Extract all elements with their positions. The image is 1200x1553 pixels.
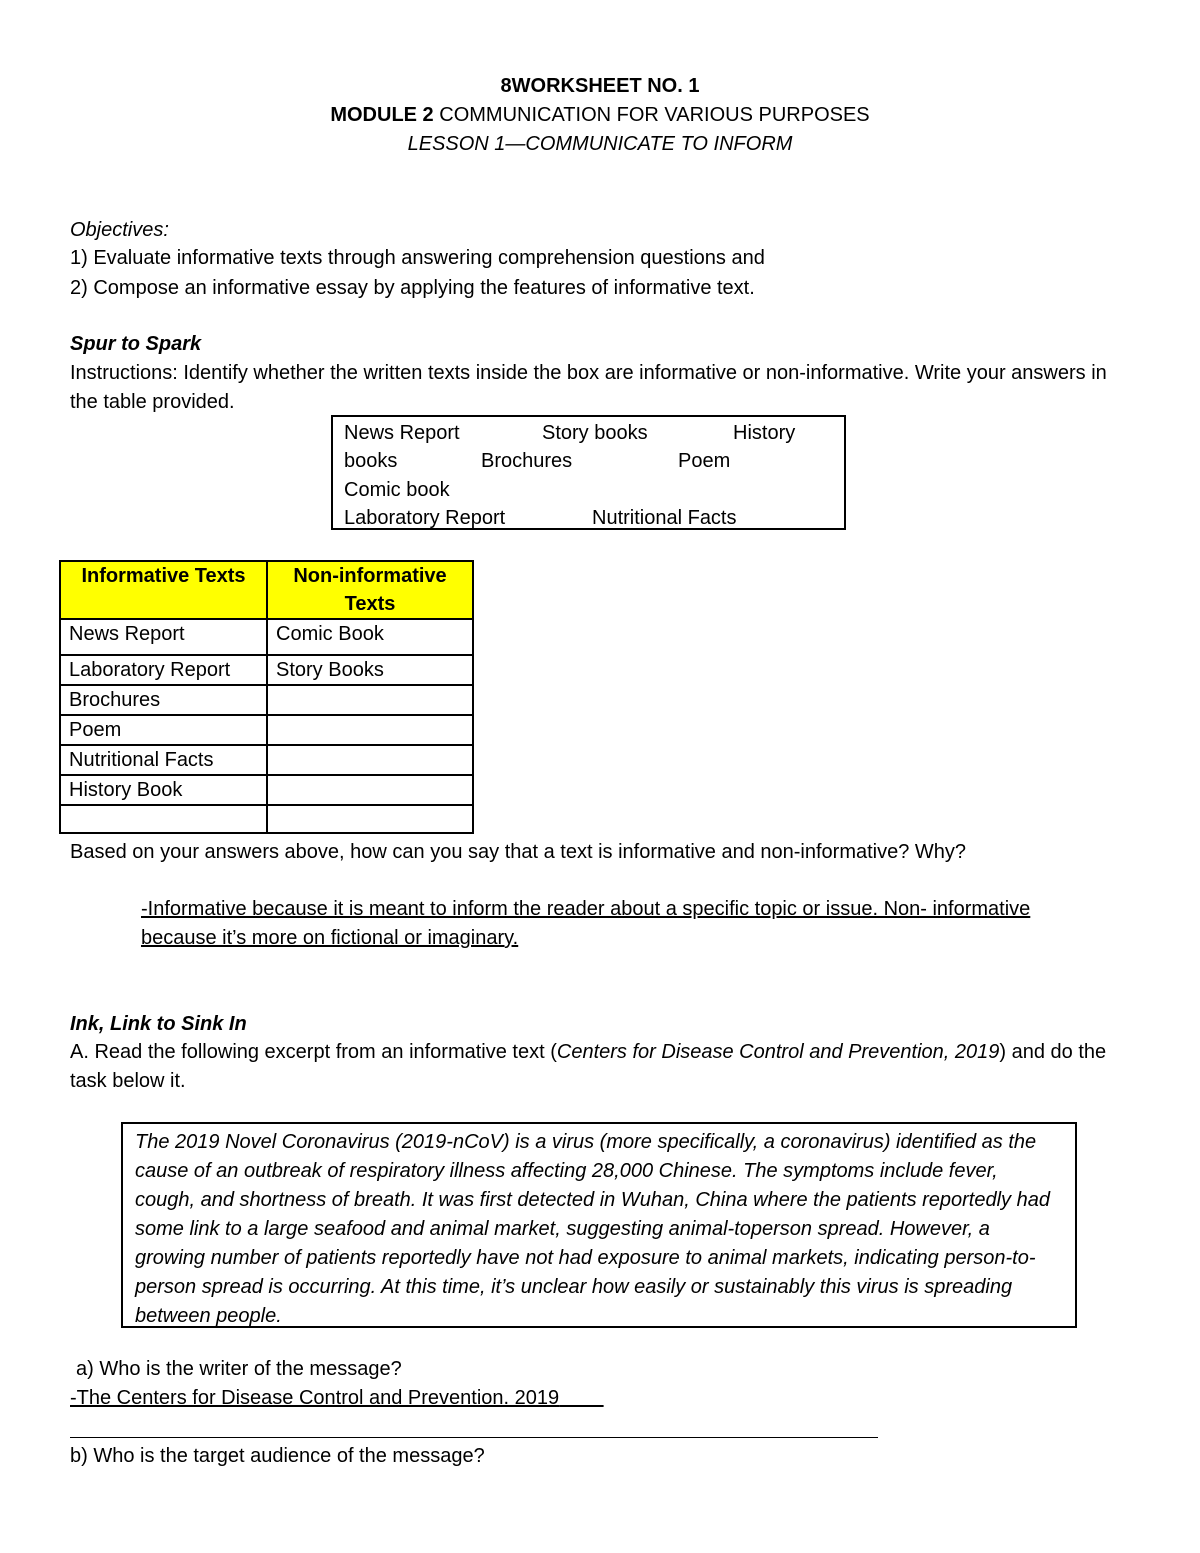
instr-pre: A. Read the following excerpt from an informative text (: [70, 1041, 557, 1063]
table-cell: Poem: [60, 715, 267, 745]
header-non-informative: Non-informative Texts: [267, 561, 473, 619]
table-row: [60, 619, 473, 655]
module-number: MODULE 2: [330, 104, 434, 126]
excerpt-text: The 2019 Novel Coronavirus (2019-nCoV) is a virus (more specifically, a coronavirus) identified as the cause of an outbreak of respiratory illness affecting 28,000 Chinese. The symptoms include fever, cough, and shortness of breath. It was first detected in Wuhan, China where the patients reportedly had some link to a large seafood and animal market, suggesting animal-toperson spread. However, a growing number of patients reportedly have not had exposure to animal markets, indicating person-to-person spread is occurring. At this time, it’s unclear how easily or sustainably this virus is spreading between people.: [135, 1131, 1050, 1327]
instr-source: Centers for Disease Control and Prevention, 2019: [556, 1041, 1000, 1063]
table-row: [60, 745, 473, 775]
word-history: History: [733, 422, 796, 444]
excerpt-box: [121, 1122, 1077, 1328]
word-poem: Poem: [678, 450, 731, 472]
question-a: a) Who is the writer of the message?: [76, 1358, 402, 1380]
objective-item-1: 1) Evaluate informative texts through answering comprehension questions and: [70, 247, 765, 269]
table-cell: [267, 805, 473, 833]
module-title: [0, 101, 1200, 130]
table-row: [60, 775, 473, 805]
ink-link-instructions: [70, 1038, 1130, 1096]
table-header-row: [60, 561, 473, 619]
table-cell: [267, 745, 473, 775]
table-row: [60, 655, 473, 685]
table-cell: News Report: [60, 619, 267, 655]
word-news-report: News Report: [344, 422, 460, 444]
word-nutritional-facts: Nutritional Facts: [592, 507, 737, 529]
objective-item-2: 2) Compose an informative essay by applying the features of informative text.: [70, 277, 755, 299]
spur-instructions: Instructions: Identify whether the written texts inside the box are informative or non-informative. Write your answers in the table provided.: [70, 362, 1107, 413]
ink-link-heading: Ink, Link to Sink In: [70, 1013, 247, 1035]
table-cell: Laboratory Report: [60, 655, 267, 685]
answer-table: [59, 560, 474, 834]
word-laboratory-report: Laboratory Report: [344, 507, 506, 529]
module-name: COMMUNICATION FOR VARIOUS PURPOSES: [433, 104, 870, 126]
table-cell: [267, 715, 473, 745]
table-cell: Comic Book: [267, 619, 473, 655]
instr-post: ) and do the task below it.: [70, 1041, 1107, 1092]
table-cell: [267, 775, 473, 805]
objectives-label: Objectives:: [70, 219, 169, 241]
word-brochures: Brochures: [481, 450, 573, 472]
lesson-title: LESSON 1—COMMUNICATE TO INFORM: [407, 133, 793, 155]
table-cell: Nutritional Facts: [60, 745, 267, 775]
answer-rule: [70, 1437, 878, 1438]
table-row: [60, 715, 473, 745]
header-informative: Informative Texts: [60, 561, 267, 619]
answer-a-text: -The Centers for Disease Control and Prevention. 2019: [70, 1387, 560, 1409]
table-cell: [267, 685, 473, 715]
word-story-books: Story books: [542, 422, 648, 444]
reflection-answer-line-2: because it’s more on fictional or imaginary.: [141, 927, 519, 949]
worksheet-title: 8WORKSHEET NO. 1: [500, 75, 700, 97]
table-row: [60, 685, 473, 715]
word-comic-book: Comic book: [344, 479, 450, 501]
table-cell: [60, 805, 267, 833]
answer-a: [70, 1384, 604, 1413]
table-cell: History Book: [60, 775, 267, 805]
table-cell: Brochures: [60, 685, 267, 715]
word-books: books: [344, 450, 398, 472]
spur-to-spark-heading: Spur to Spark: [70, 333, 202, 355]
table-cell: Story Books: [267, 655, 473, 685]
table-row: [60, 805, 473, 833]
reflection-answer-line-1: -Informative because it is meant to inform the reader about a specific topic or issue. Non- informative: [141, 898, 1031, 920]
question-b: b) Who is the target audience of the message?: [70, 1445, 485, 1467]
reflection-question: Based on your answers above, how can you say that a text is informative and non-informative? Why?: [70, 841, 967, 863]
word-box: [331, 415, 846, 530]
